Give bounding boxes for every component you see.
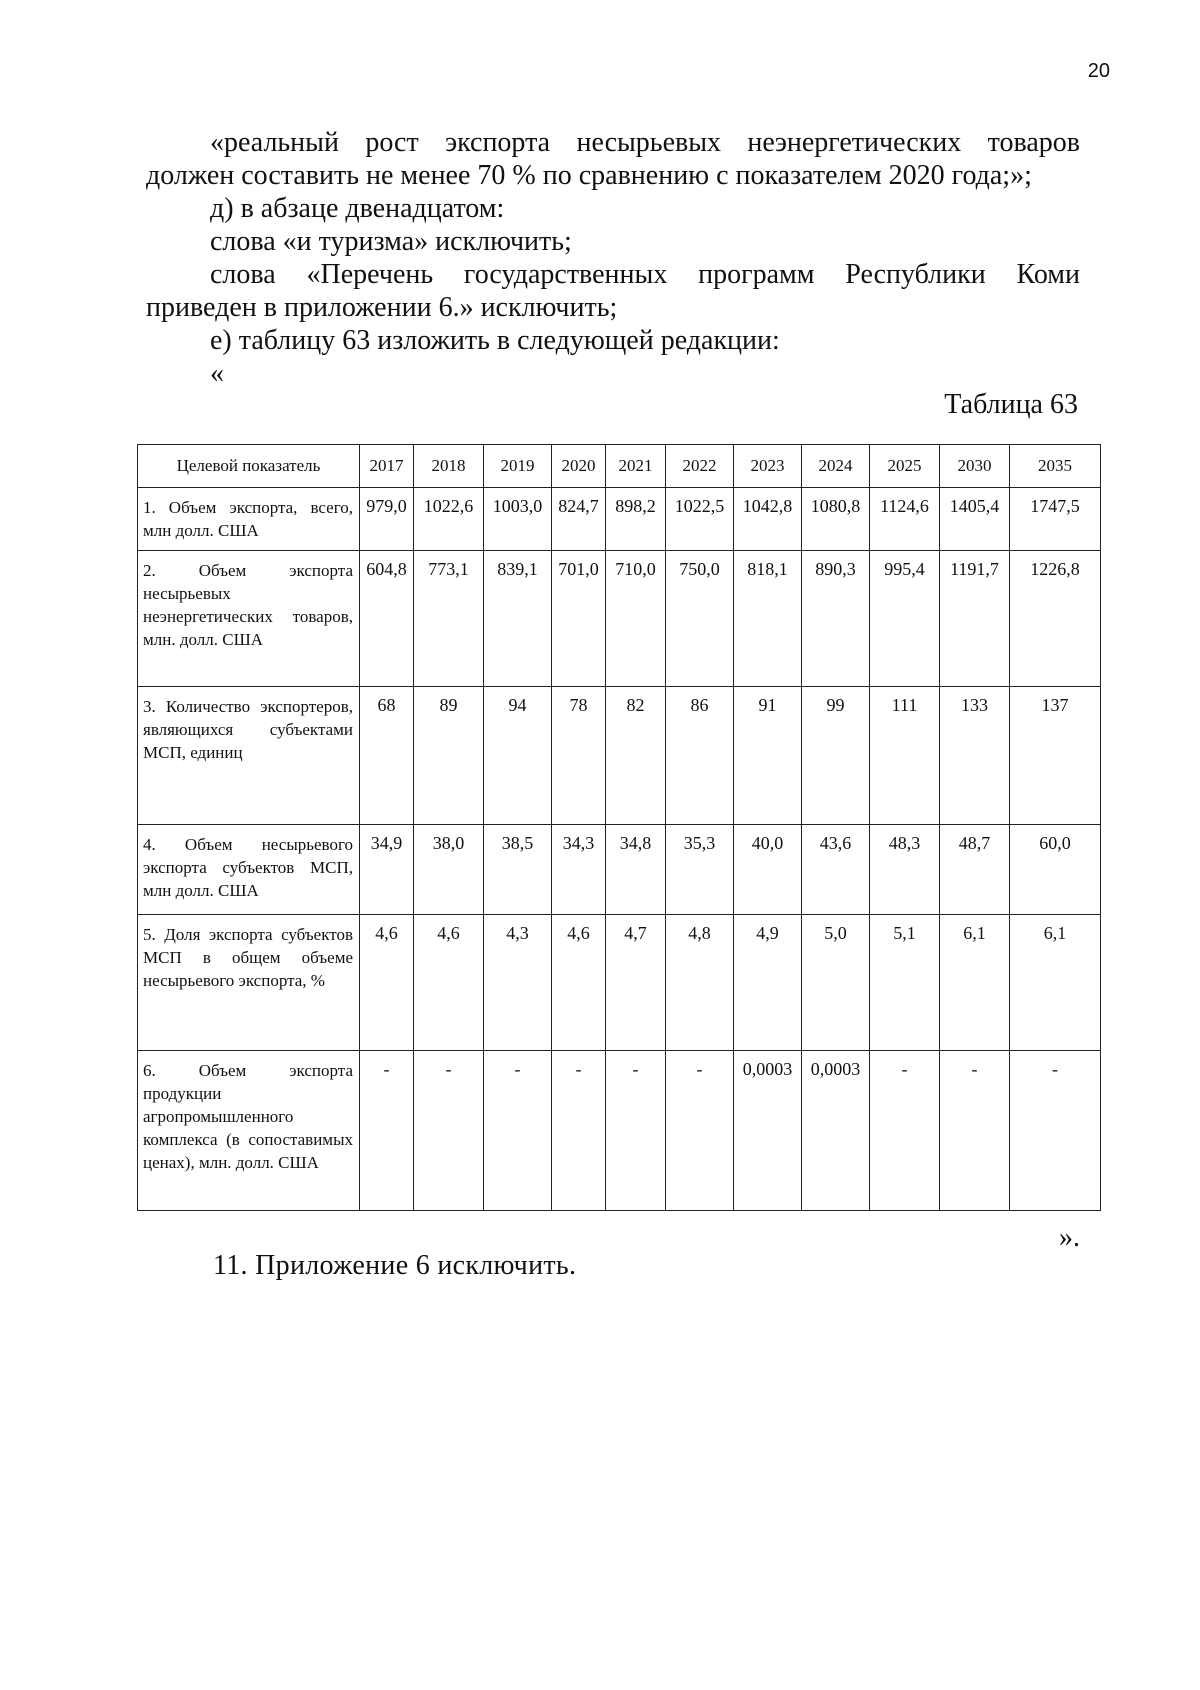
cell-value: 1003,0 bbox=[484, 488, 552, 551]
cell-value: 48,3 bbox=[870, 825, 940, 915]
header-year: 2024 bbox=[802, 445, 870, 488]
cell-value: 34,9 bbox=[360, 825, 414, 915]
cell-value: 35,3 bbox=[666, 825, 734, 915]
cell-value: 6,1 bbox=[1010, 915, 1101, 1051]
cell-value: 40,0 bbox=[734, 825, 802, 915]
header-year: 2030 bbox=[940, 445, 1010, 488]
table-row bbox=[138, 551, 1101, 687]
cell-value: 4,3 bbox=[484, 915, 552, 1051]
cell-value: 824,7 bbox=[552, 488, 606, 551]
cell-value: - bbox=[666, 1051, 734, 1211]
cell-value: 6,1 bbox=[940, 915, 1010, 1051]
cell-value: 89 bbox=[414, 687, 484, 825]
cell-value: 4,7 bbox=[606, 915, 666, 1051]
cell-value: 898,2 bbox=[606, 488, 666, 551]
paragraph-e: е) таблицу 63 изложить в следующей редакции: bbox=[210, 325, 780, 356]
cell-value: 773,1 bbox=[414, 551, 484, 687]
cell-value: - bbox=[1010, 1051, 1101, 1211]
cell-value: 1405,4 bbox=[940, 488, 1010, 551]
cell-value: 979,0 bbox=[360, 488, 414, 551]
cell-value: 4,9 bbox=[734, 915, 802, 1051]
cell-value: 60,0 bbox=[1010, 825, 1101, 915]
cell-value: 94 bbox=[484, 687, 552, 825]
cell-value: 701,0 bbox=[552, 551, 606, 687]
row-label: 6. Объем экспорта продукции агропромышленного комплекса (в сопоставимых ценах), млн. долл. США bbox=[138, 1051, 360, 1211]
header-year: 2022 bbox=[666, 445, 734, 488]
cell-value: 86 bbox=[666, 687, 734, 825]
cell-value: 1022,5 bbox=[666, 488, 734, 551]
cell-value: 0,0003 bbox=[734, 1051, 802, 1211]
cell-value: 4,6 bbox=[360, 915, 414, 1051]
cell-value: - bbox=[940, 1051, 1010, 1211]
paragraph-list-cont: приведен в приложении 6.» исключить; bbox=[146, 292, 618, 323]
cell-value: 5,1 bbox=[870, 915, 940, 1051]
table-row bbox=[138, 915, 1101, 1051]
header-year: 2020 bbox=[552, 445, 606, 488]
cell-value: 4,6 bbox=[414, 915, 484, 1051]
cell-value: 4,8 bbox=[666, 915, 734, 1051]
table-row bbox=[138, 825, 1101, 915]
page-number: 20 bbox=[1087, 60, 1110, 82]
cell-value: - bbox=[484, 1051, 552, 1211]
row-label: 5. Доля экспорта субъектов МСП в общем объеме несырьевого экспорта, % bbox=[138, 915, 360, 1051]
row-label: 1. Объем экспорта, всего, млн долл. США bbox=[138, 488, 360, 551]
cell-value: 133 bbox=[940, 687, 1010, 825]
cell-value: 48,7 bbox=[940, 825, 1010, 915]
cell-value: 4,6 bbox=[552, 915, 606, 1051]
cell-value: 82 bbox=[606, 687, 666, 825]
cell-value: 995,4 bbox=[870, 551, 940, 687]
cell-value: 818,1 bbox=[734, 551, 802, 687]
header-year: 2018 bbox=[414, 445, 484, 488]
row-label: 3. Количество экспортеров, являющихся субъектами МСП, единиц bbox=[138, 687, 360, 825]
cell-value: 99 bbox=[802, 687, 870, 825]
header-year: 2023 bbox=[734, 445, 802, 488]
cell-value: - bbox=[552, 1051, 606, 1211]
table-row bbox=[138, 1051, 1101, 1211]
cell-value: 78 bbox=[552, 687, 606, 825]
body-text bbox=[146, 126, 1080, 390]
cell-value: 839,1 bbox=[484, 551, 552, 687]
indicators-table bbox=[137, 444, 1101, 1211]
closing-quote: ». bbox=[1059, 1222, 1080, 1253]
paragraph-list: слова «Перечень государственных программ Республики Коми bbox=[210, 259, 1080, 290]
cell-value: 34,3 bbox=[552, 825, 606, 915]
cell-value: 137 bbox=[1010, 687, 1101, 825]
header-year: 2025 bbox=[870, 445, 940, 488]
cell-value: 0,0003 bbox=[802, 1051, 870, 1211]
cell-value: - bbox=[870, 1051, 940, 1211]
cell-value: - bbox=[414, 1051, 484, 1211]
paragraph-growth-cont: должен составить не менее 70 % по сравнению с показателем 2020 года;»; bbox=[146, 160, 1032, 191]
final-item: 11. Приложение 6 исключить. bbox=[213, 1250, 577, 1281]
cell-value: 1022,6 bbox=[414, 488, 484, 551]
cell-value: 38,0 bbox=[414, 825, 484, 915]
header-indicator: Целевой показатель bbox=[138, 445, 360, 488]
cell-value: 1080,8 bbox=[802, 488, 870, 551]
cell-value: - bbox=[606, 1051, 666, 1211]
header-year: 2017 bbox=[360, 445, 414, 488]
cell-value: 5,0 bbox=[802, 915, 870, 1051]
table-row bbox=[138, 687, 1101, 825]
table-caption: Таблица 63 bbox=[944, 389, 1078, 420]
cell-value: 43,6 bbox=[802, 825, 870, 915]
paragraph-tourism: слова «и туризма» исключить; bbox=[210, 226, 572, 257]
cell-value: 38,5 bbox=[484, 825, 552, 915]
cell-value: 604,8 bbox=[360, 551, 414, 687]
header-year: 2019 bbox=[484, 445, 552, 488]
table-header-row bbox=[138, 445, 1101, 488]
cell-value: 890,3 bbox=[802, 551, 870, 687]
cell-value: 1191,7 bbox=[940, 551, 1010, 687]
cell-value: 1747,5 bbox=[1010, 488, 1101, 551]
cell-value: 68 bbox=[360, 687, 414, 825]
row-label: 4. Объем несырьевого экспорта субъектов МСП, млн долл. США bbox=[138, 825, 360, 915]
header-year: 2021 bbox=[606, 445, 666, 488]
open-quote: « bbox=[210, 358, 224, 389]
cell-value: 1226,8 bbox=[1010, 551, 1101, 687]
cell-value: 1124,6 bbox=[870, 488, 940, 551]
cell-value: 111 bbox=[870, 687, 940, 825]
table-row bbox=[138, 488, 1101, 551]
cell-value: 750,0 bbox=[666, 551, 734, 687]
paragraph-d: д) в абзаце двенадцатом: bbox=[210, 193, 505, 224]
header-year: 2035 bbox=[1010, 445, 1101, 488]
cell-value: 34,8 bbox=[606, 825, 666, 915]
cell-value: 710,0 bbox=[606, 551, 666, 687]
cell-value: 91 bbox=[734, 687, 802, 825]
cell-value: 1042,8 bbox=[734, 488, 802, 551]
cell-value: - bbox=[360, 1051, 414, 1211]
row-label: 2. Объем экспорта несырьевых неэнергетических товаров, млн. долл. США bbox=[138, 551, 360, 687]
paragraph-growth: «реальный рост экспорта несырьевых неэнергетических товаров bbox=[210, 127, 1080, 158]
